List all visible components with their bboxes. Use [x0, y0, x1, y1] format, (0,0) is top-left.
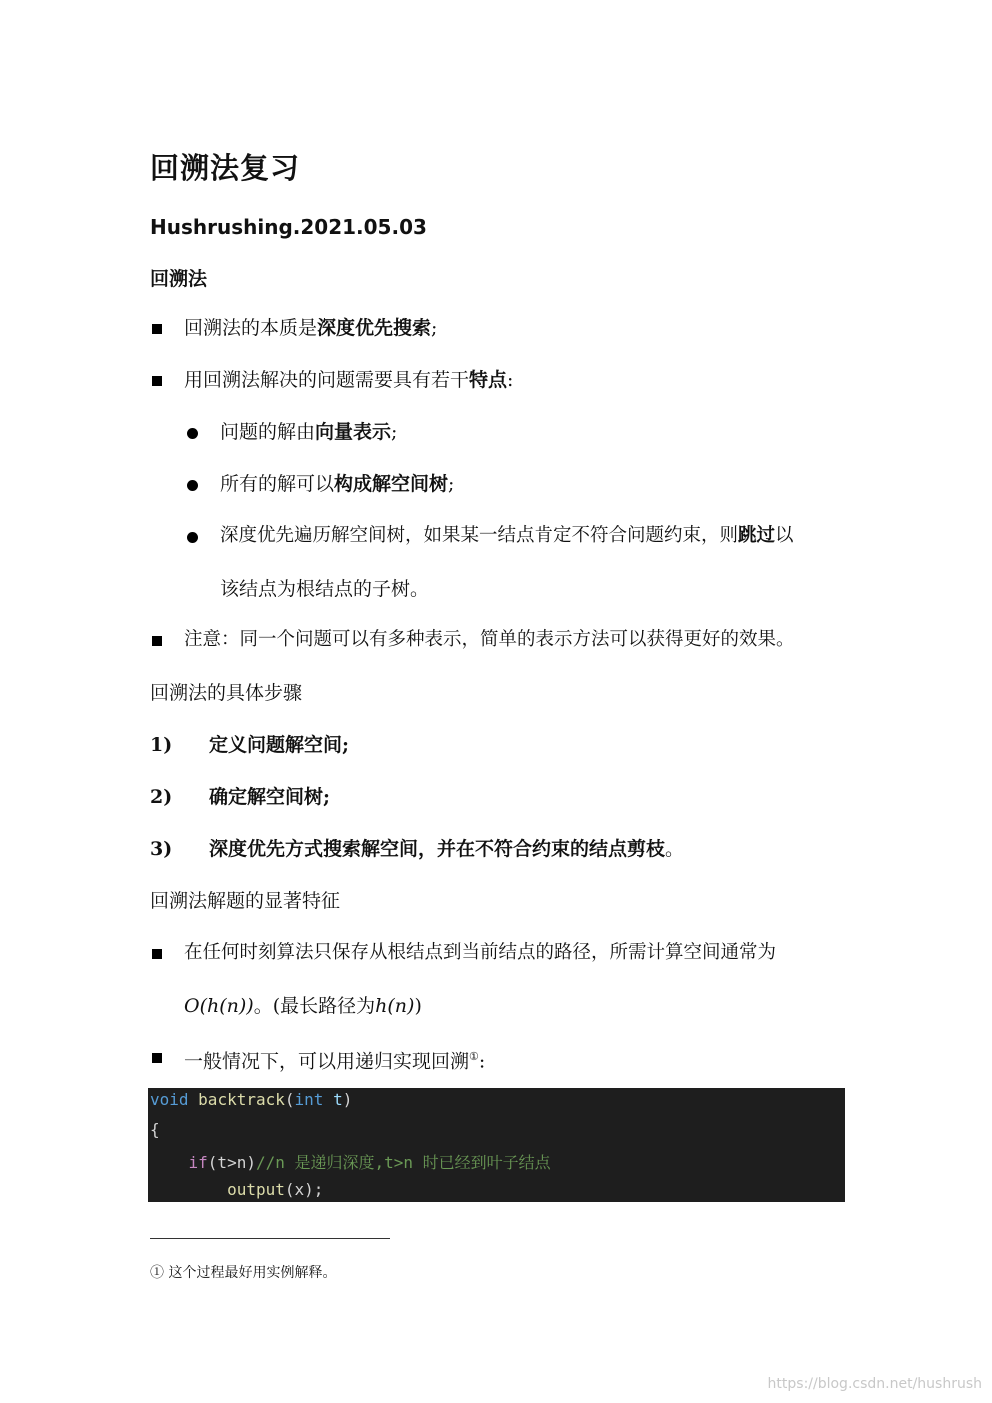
square-bullet-icon [152, 949, 162, 959]
text: 。(最长路径为 [253, 995, 376, 1017]
code-text: (x); [284, 1180, 324, 1199]
code-keyword: void [150, 1090, 189, 1109]
text: 所有的解可以 [220, 473, 335, 495]
sub-bullet-dfs-cont: 该结点为根结点的子树。 [220, 578, 430, 600]
bold-text: 特点 [469, 369, 508, 391]
code-punct: ) [342, 1090, 353, 1109]
math-expression: O(h(n)) [184, 995, 254, 1017]
square-bullet-icon [152, 376, 162, 386]
step-text: 确定解空间树; [209, 786, 331, 808]
math-expression: h(n) [375, 995, 415, 1017]
code-line [150, 1150, 551, 1173]
sub-bullet-dfs [220, 523, 794, 549]
text: 一般情况下，可以用递归实现回溯 [184, 1050, 470, 1073]
step-number: 1) [150, 734, 173, 756]
code-function: backtrack [198, 1090, 285, 1109]
text: ) [414, 995, 422, 1017]
feature-recursion [184, 1044, 485, 1074]
feature-space-cont [184, 993, 422, 1019]
step-number: 3) [150, 838, 173, 860]
footnote: ① 这个过程最好用实例解释。 [150, 1265, 337, 1281]
sub-bullet-tree [220, 471, 454, 497]
round-bullet-icon [187, 532, 198, 543]
bullet-essence [184, 315, 437, 341]
code-keyword: if [188, 1153, 208, 1172]
text: 回溯法的本质是 [184, 317, 318, 339]
bold-text: 向量表示 [315, 421, 392, 443]
bold-text: 深度优先搜索 [317, 317, 432, 339]
section-heading: 回溯法 [150, 268, 208, 290]
round-bullet-icon [187, 480, 198, 491]
text: ; [391, 421, 398, 443]
code-comment: //n 是递归深度,t>n 时已经到叶子结点 [255, 1153, 551, 1172]
text: : [507, 369, 514, 391]
square-bullet-icon [152, 636, 162, 646]
bold-text: 深度优先方式搜索解空间，并在不符合约束的结点剪枝 [209, 838, 666, 860]
bullet-note: 注意：同一个问题可以有多种表示，简单的表示方法可以获得更好的效果。 [184, 629, 795, 650]
code-keyword: int [294, 1090, 324, 1109]
code-line [150, 1180, 323, 1199]
square-bullet-icon [152, 324, 162, 334]
footnote-marker: ① [469, 1050, 479, 1063]
text: ; [448, 473, 455, 495]
square-bullet-icon [152, 1053, 162, 1063]
text: 深度优先遍历解空间树，如果某一结点肯定不符合问题约束，则 [220, 525, 739, 546]
code-line: { [150, 1120, 160, 1139]
text: ; [431, 317, 438, 339]
bold-text: 构成解空间树 [334, 473, 449, 495]
round-bullet-icon [187, 428, 198, 439]
code-variable: t [333, 1090, 343, 1109]
step-text: 定义问题解空间; [209, 734, 350, 756]
step-number: 2) [150, 786, 173, 808]
sub-bullet-vector [220, 419, 397, 445]
code-function: output [227, 1180, 285, 1199]
code-text: (t>n) [207, 1153, 256, 1172]
code-block [148, 1088, 845, 1202]
text: 以 [775, 525, 794, 546]
features-heading: 回溯法解题的显著特征 [150, 890, 341, 912]
text: 问题的解由 [220, 421, 316, 443]
footnote-divider [150, 1238, 390, 1239]
step-text [209, 836, 684, 862]
page-title: 回溯法复习 [150, 151, 301, 185]
author-date: Hushrushing.2021.05.03 [150, 215, 427, 239]
text: 用回溯法解决的问题需要具有若干 [184, 369, 470, 391]
code-punct: ( [284, 1090, 295, 1109]
text: 。 [665, 838, 685, 860]
bullet-features [184, 367, 513, 393]
text: : [478, 1050, 486, 1073]
steps-heading: 回溯法的具体步骤 [150, 682, 303, 704]
watermark: https://blog.csdn.net/hushrush [767, 1376, 982, 1392]
bold-text: 跳过 [738, 525, 776, 546]
code-line [150, 1090, 352, 1109]
feature-space: 在任何时刻算法只保存从根结点到当前结点的路径，所需计算空间通常为 [184, 942, 777, 963]
